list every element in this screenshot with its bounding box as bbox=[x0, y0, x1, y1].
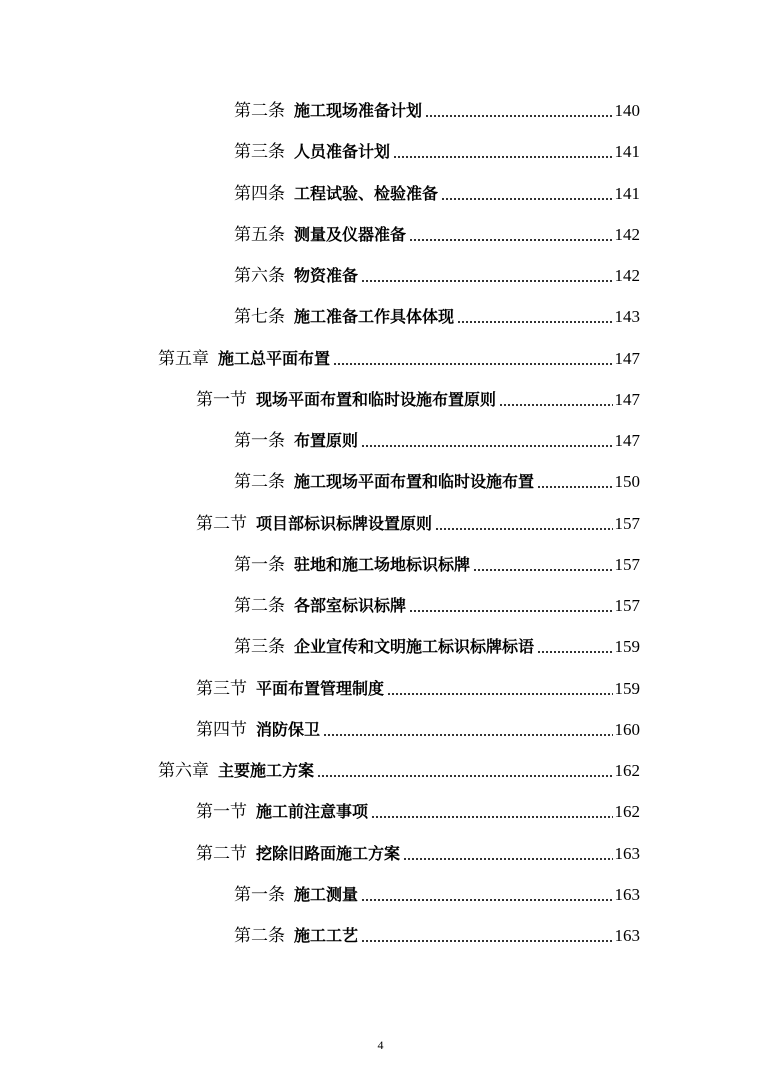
toc-entry-page: 140 bbox=[614, 101, 640, 120]
toc-entry[interactable] bbox=[158, 756, 640, 782]
toc-entry[interactable] bbox=[234, 880, 640, 906]
toc-entry-page: 147 bbox=[614, 348, 640, 368]
toc-entry-number: 第二条 bbox=[234, 101, 285, 121]
toc-entry[interactable] bbox=[234, 550, 640, 576]
toc-entry-page: 157 bbox=[614, 513, 640, 533]
toc-entry[interactable] bbox=[234, 179, 640, 205]
toc-entry-page: 141 bbox=[614, 183, 640, 203]
dot-leader bbox=[537, 486, 612, 488]
toc-entry[interactable] bbox=[196, 385, 640, 411]
toc-entry-title: 布置原则 bbox=[294, 431, 359, 450]
toc-entry[interactable] bbox=[234, 467, 640, 493]
dot-leader bbox=[457, 321, 612, 323]
toc-entry-page: 160 bbox=[614, 719, 640, 739]
toc-entry[interactable] bbox=[234, 220, 640, 246]
toc-entry-number: 第一节 bbox=[196, 389, 247, 410]
toc-entry[interactable] bbox=[234, 632, 640, 658]
toc-entry-number: 第四节 bbox=[196, 719, 247, 740]
toc-entry-title: 施工总平面布置 bbox=[218, 348, 331, 368]
toc-entry-number: 第四条 bbox=[234, 183, 285, 204]
toc-entry[interactable] bbox=[234, 302, 640, 328]
toc-entry-title: 施工工艺 bbox=[294, 926, 359, 945]
toc-entry-number: 第二节 bbox=[196, 843, 247, 864]
toc-entry-page: 142 bbox=[614, 266, 640, 285]
toc-entry-page: 157 bbox=[614, 596, 640, 615]
toc-entry-number: 第三节 bbox=[196, 678, 247, 699]
toc-entry-page: 163 bbox=[614, 926, 640, 945]
toc-entry[interactable] bbox=[234, 591, 640, 617]
page-number: 4 bbox=[377, 1038, 384, 1052]
dot-leader bbox=[473, 569, 612, 571]
toc-entry-title: 主要施工方案 bbox=[218, 761, 315, 780]
toc-entry-title: 挖除旧路面施工方案 bbox=[256, 843, 401, 863]
toc-entry-title: 企业宣传和文明施工标识标牌标语 bbox=[294, 637, 535, 657]
toc-entry[interactable] bbox=[234, 137, 640, 163]
dot-leader bbox=[361, 280, 612, 282]
toc-entry[interactable] bbox=[196, 674, 640, 700]
dot-leader bbox=[361, 899, 612, 901]
dot-leader bbox=[361, 940, 612, 942]
toc-entry-page: 163 bbox=[614, 843, 640, 863]
toc-entry-title: 施工现场准备计划 bbox=[294, 101, 423, 120]
toc-entry-number: 第一条 bbox=[234, 431, 285, 451]
dot-leader bbox=[361, 445, 612, 447]
toc-entry-page: 159 bbox=[614, 637, 640, 657]
toc-entry-page: 163 bbox=[614, 884, 640, 904]
toc-entry-page: 150 bbox=[614, 472, 640, 492]
toc-entry-page: 147 bbox=[614, 389, 640, 409]
toc-entry-title: 施工测量 bbox=[294, 884, 359, 904]
toc-entry-number: 第二条 bbox=[234, 596, 285, 616]
toc-entry[interactable] bbox=[234, 921, 640, 947]
toc-entry-title: 项目部标识标牌设置原则 bbox=[256, 513, 433, 533]
toc-entry[interactable] bbox=[234, 426, 640, 452]
toc-entry-page: 162 bbox=[614, 802, 640, 822]
toc-entry-page: 162 bbox=[614, 761, 640, 780]
dot-leader bbox=[409, 239, 612, 241]
toc-entry-title: 测量及仪器准备 bbox=[294, 224, 407, 244]
toc-entry[interactable] bbox=[196, 715, 640, 741]
toc-entry-number: 第七条 bbox=[234, 307, 285, 328]
toc-entry-number: 第三条 bbox=[234, 142, 285, 163]
toc-entry-title: 人员准备计划 bbox=[294, 142, 391, 162]
toc-entry-page: 159 bbox=[614, 678, 640, 698]
dot-leader bbox=[323, 734, 612, 736]
toc-entry-number: 第二条 bbox=[234, 926, 285, 946]
toc-entry-page: 141 bbox=[614, 142, 640, 162]
toc-entry-number: 第一条 bbox=[234, 884, 285, 905]
dot-leader bbox=[435, 528, 612, 530]
toc-entry-number: 第五条 bbox=[234, 224, 285, 245]
toc-entry-page: 143 bbox=[614, 307, 640, 327]
toc-entry-page: 147 bbox=[614, 431, 640, 450]
dot-leader bbox=[409, 610, 612, 612]
toc-entry-number: 第六条 bbox=[234, 266, 285, 286]
toc-entry-title: 各部室标识标牌 bbox=[294, 596, 407, 615]
dot-leader bbox=[317, 775, 612, 777]
toc-entry-page: 157 bbox=[614, 554, 640, 574]
toc-entry-number: 第六章 bbox=[158, 761, 209, 781]
toc-entry-title: 施工现场平面布置和临时设施布置 bbox=[294, 472, 535, 492]
toc-entry-title: 平面布置管理制度 bbox=[256, 678, 385, 698]
toc-entry-page: 142 bbox=[614, 224, 640, 244]
toc-entry-title: 施工准备工作具体体现 bbox=[294, 307, 455, 327]
toc-entry[interactable] bbox=[234, 96, 640, 122]
dot-leader bbox=[371, 816, 612, 818]
toc-entry-title: 工程试验、检验准备 bbox=[294, 183, 439, 203]
toc-entry-number: 第二条 bbox=[234, 472, 285, 493]
toc-entry-number: 第二节 bbox=[196, 513, 247, 534]
dot-leader bbox=[425, 115, 612, 117]
toc-entry-title: 消防保卫 bbox=[256, 719, 321, 739]
toc-entry-title: 施工前注意事项 bbox=[256, 802, 369, 822]
dot-leader bbox=[403, 858, 612, 860]
toc-entry-title: 物资准备 bbox=[294, 266, 359, 285]
toc-entry[interactable] bbox=[196, 839, 640, 865]
toc-entry[interactable] bbox=[158, 344, 640, 370]
toc-entry-title: 驻地和施工场地标识标牌 bbox=[294, 554, 471, 574]
toc-entry-title: 现场平面布置和临时设施布置原则 bbox=[256, 389, 497, 409]
toc-entry[interactable] bbox=[234, 261, 640, 287]
dot-leader bbox=[537, 651, 612, 653]
dot-leader bbox=[387, 693, 612, 695]
toc-entry-number: 第三条 bbox=[234, 637, 285, 658]
toc-entry-number: 第五章 bbox=[158, 348, 209, 369]
toc-entry[interactable] bbox=[196, 797, 640, 823]
toc-entry-number: 第一条 bbox=[234, 554, 285, 575]
dot-leader bbox=[441, 198, 612, 200]
toc-entry[interactable] bbox=[196, 509, 640, 535]
dot-leader bbox=[499, 404, 612, 406]
toc-entry-number: 第一节 bbox=[196, 802, 247, 823]
dot-leader bbox=[393, 156, 612, 158]
dot-leader bbox=[333, 363, 612, 365]
